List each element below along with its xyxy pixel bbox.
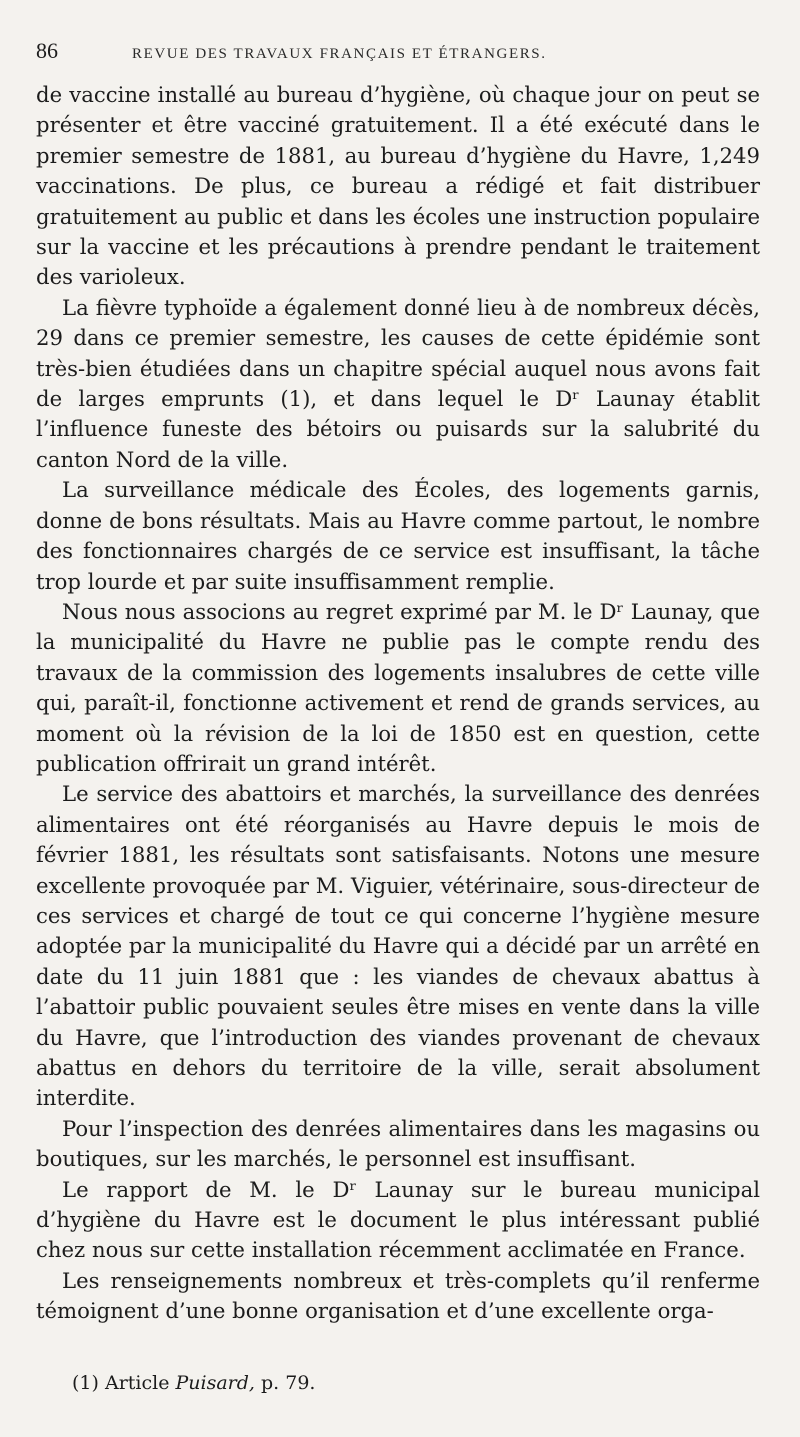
footnote-text: Article (104, 1372, 170, 1394)
paragraph-inspection: Pour l’inspection des denrées alimentaires dans les magasins ou boutiques, sur les marchés, le personnel est insuffisant. (36, 1115, 760, 1172)
page-number: 86 (36, 38, 58, 63)
footnote-page: p. 79. (261, 1372, 316, 1394)
paragraph-typhoid: La fièvre typhoïde a également donné lieu à de nombreux décès, 29 dans ce premier semestre, les causes de cette épidémie sont très-bien étudiées dans un chapitre spécial auquel nous avons fait de larges emprunts (1), et dans lequel le Dʳ Launay établit l’influence funeste des bétoirs ou puisards sur la salubrité du canton Nord de la ville. (36, 294, 760, 472)
running-title: REVUE DES TRAVAUX FRANÇAIS ET ÉTRANGERS. (132, 46, 547, 62)
paragraph-information: Les renseignements nombreux et très-complets qu’il renferme témoignent d’une bonne organisation et d’une excellente orga- (36, 1267, 760, 1324)
footnote-marker: (1) (72, 1372, 99, 1394)
footnote-emphasis: Puisard, (175, 1372, 255, 1394)
footnote (72, 1372, 315, 1394)
paragraph-regret: Nous nous associons au regret exprimé par M. le Dʳ Launay, que la municipalité du Havre ne publie pas le compte rendu des travaux de la commission des logements insalubres de cette ville qui, paraît-il, fonctionne activement et rend de grands services, au moment où la révision de la loi de 1850 est en question, cette publication offrirait un grand intérêt. (36, 598, 760, 776)
body-text (36, 80, 760, 1327)
paragraph-schools: La surveillance médicale des Écoles, des logements garnis, donne de bons résultats. Mais au Havre comme partout, le nombre des fonctionnaires chargés de ce service est insuffisant, la tâche trop lourde et par suite insuffisamment remplie. (36, 477, 760, 594)
paragraph-report: Le rapport de M. le Dʳ Launay sur le bureau municipal d’hygiène du Havre est le document le plus intéressant publié chez nous sur cette installation récemment acclimatée en France. (36, 1176, 760, 1263)
paragraph-continued: de vaccine installé au bureau d’hygiène, où chaque jour on peut se présenter et être vacciné gratuitement. Il a été exécuté dans le premier semestre de 1881, au bureau d’hygiène du Havre, 1,249 vaccinations. De plus, ce bureau a rédigé et fait distribuer gratuitement au public et dans les écoles une instruction populaire sur la vaccine et les précautions à prendre pendant le traitement des varioleux. (36, 82, 760, 290)
paragraph-abattoirs: Le service des abattoirs et marchés, la surveillance des denrées alimentaires ont été réorganisés au Havre depuis le mois de février 1881, les résultats sont satisfaisants. Notons une mesure excellente provoquée par M. Viguier, vétérinaire, sous-directeur de ces services et chargé de tout ce qui concerne l’hygiène mesure adoptée par la municipalité du Havre qui a décidé par un arrêté en date du 11 juin 1881 que : les viandes de chevaux abattus à l’abattoir public pouvaient seules être mises en vente dans la ville du Havre, que l’introduction des viandes provenant de chevaux abattus en dehors du territoire de la ville, serait absolument interdite. (36, 781, 760, 1111)
running-header (36, 38, 760, 78)
